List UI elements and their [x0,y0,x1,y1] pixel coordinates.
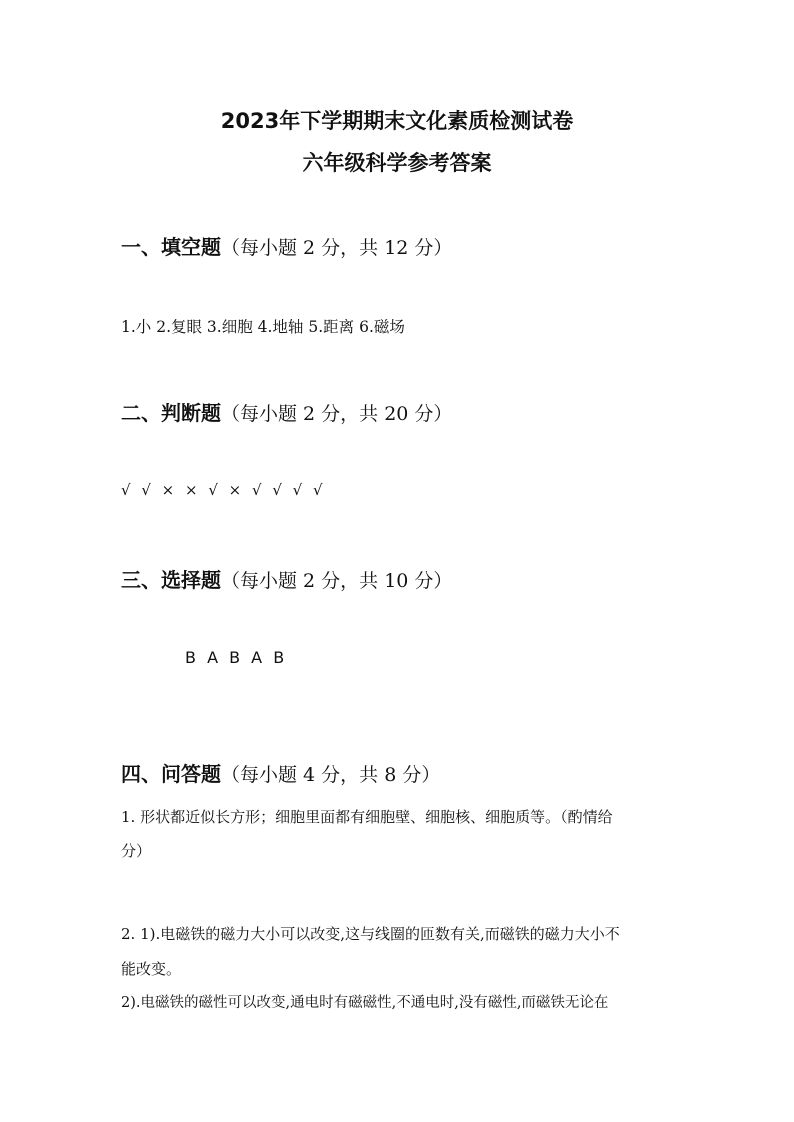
section-score-note: （每小题 2 分，共 20 分） [221,403,453,425]
section-heading-short-answer [121,758,440,787]
answer-2-line-1: 2. 1).电磁铁的磁力大小可以改变,这与线圈的匝数有关,而磁铁的磁力大小不 [121,925,620,943]
section-score-note: （每小题 4 分，共 8 分） [221,764,441,786]
answer-1-line-2: 分） [121,842,152,860]
section-score-note: （每小题 2 分，共 12 分） [221,237,453,259]
true-false-answers: √ √ × × √ × √ √ √ √ [121,481,326,499]
answer-1-line-1: 1. 形状都近似长方形；细胞里面都有细胞壁、细胞核、细胞质等。（酌情给 [121,808,613,826]
section-title: 二、判断题 [121,401,221,425]
multiple-choice-answers: B A B A B [185,648,288,667]
fill-blank-answers: 1.小 2.复眼 3.细胞 4.地轴 5.距离 6.磁场 [121,318,405,336]
answer-2-line-2: 能改变。 [121,960,182,978]
section-title: 一、填空题 [121,235,221,259]
section-title: 三、选择题 [121,568,221,592]
section-heading-true-false [121,397,452,426]
section-heading-fill-blank [121,231,452,260]
section-heading-multiple-choice [121,564,452,593]
section-title: 四、问答题 [121,762,221,786]
document-title: 2023年下学期期末文化素质检测试卷 [220,109,574,133]
answer-2-line-3: 2).电磁铁的磁性可以改变,通电时有磁磁性,不通电时,没有磁性,而磁铁无论在 [121,995,609,1011]
section-score-note: （每小题 2 分，共 10 分） [221,570,453,592]
document-subtitle: 六年级科学参考答案 [302,151,492,175]
